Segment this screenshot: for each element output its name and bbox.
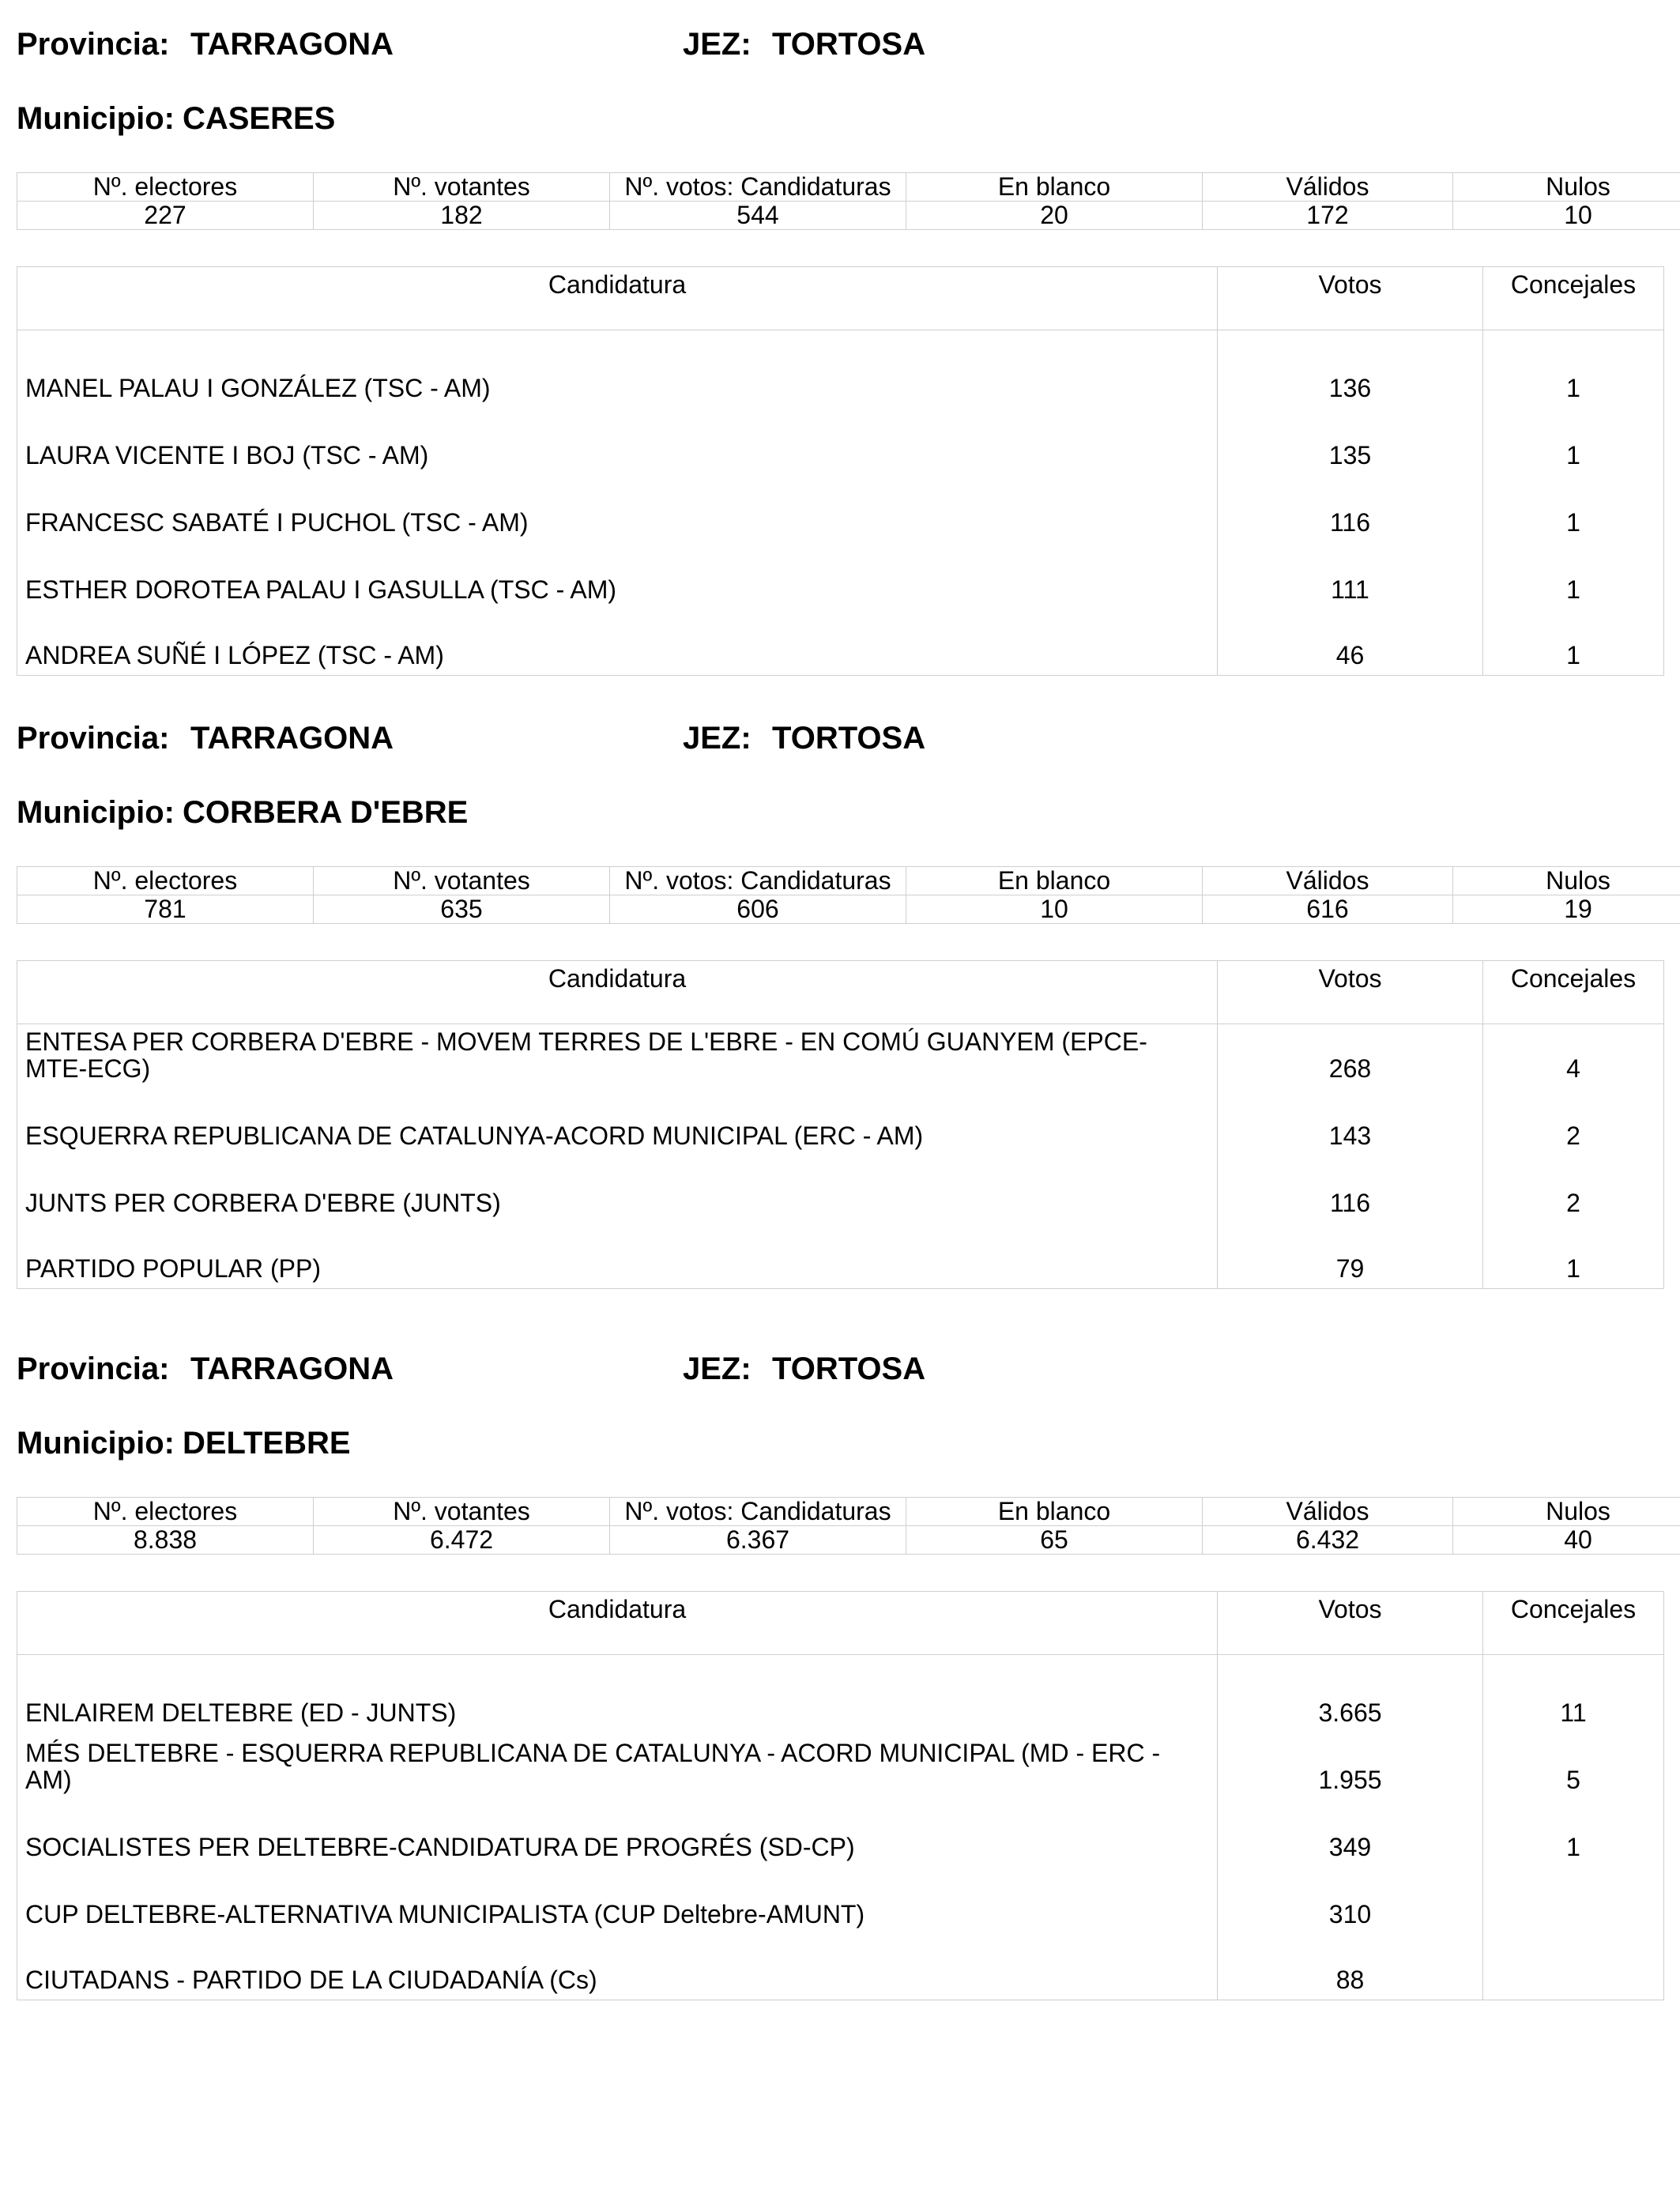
stat-votos-candidaturas: 606 — [610, 895, 906, 924]
candidate-votos: 116 — [1218, 478, 1483, 545]
stat-validos: 6.432 — [1203, 1526, 1453, 1555]
candidate-votos: 268 — [1218, 1024, 1483, 1091]
candidate-votos: 135 — [1218, 411, 1483, 478]
stat-en-blanco: 20 — [906, 202, 1203, 230]
candidate-votos: 136 — [1218, 330, 1483, 411]
candidate-votos: 1.955 — [1218, 1736, 1483, 1803]
section-caseres — [17, 28, 1663, 676]
stats-table — [17, 866, 1680, 924]
header-candidatura: Candidatura — [17, 961, 1218, 1024]
stat-header-en-blanco: En blanco — [906, 867, 1203, 895]
stat-header-votos-candidaturas: Nº. votos: Candidaturas — [610, 867, 906, 895]
candidate-name: LAURA VICENTE I BOJ (TSC - AM) — [17, 411, 1218, 478]
candidates-header-row — [17, 267, 1664, 330]
stat-header-votantes: Nº. votantes — [314, 1498, 610, 1526]
jez-label: JEZ: — [683, 1351, 751, 1386]
candidates-table — [17, 960, 1664, 1289]
municipio-title — [17, 797, 1663, 844]
table-row — [17, 1159, 1664, 1226]
jez-label: JEZ: — [683, 721, 751, 756]
table-row — [17, 1937, 1664, 2000]
candidate-name: ENLAIREM DELTEBRE (ED - JUNTS) — [17, 1655, 1218, 1736]
section-corbera-debre — [17, 722, 1663, 1289]
candidate-votos: 349 — [1218, 1803, 1483, 1870]
table-row — [17, 411, 1664, 478]
candidate-votos: 143 — [1218, 1091, 1483, 1159]
candidate-concejales: 2 — [1483, 1159, 1664, 1226]
candidate-name: CIUTADANS - PARTIDO DE LA CIUDADANÍA (Cs) — [17, 1937, 1218, 2000]
section-deltebre — [17, 1353, 1663, 2000]
municipio-value: CASERES — [182, 101, 336, 136]
table-row — [17, 478, 1664, 545]
stat-votos-candidaturas: 544 — [610, 202, 906, 230]
table-row — [17, 1226, 1664, 1289]
candidate-votos: 46 — [1218, 613, 1483, 676]
candidate-name: JUNTS PER CORBERA D'EBRE (JUNTS) — [17, 1159, 1218, 1226]
candidate-votos: 79 — [1218, 1226, 1483, 1289]
candidates-header-row — [17, 961, 1664, 1024]
provincia-label: Provincia: — [17, 721, 170, 756]
stat-header-validos: Válidos — [1203, 1498, 1453, 1526]
header-candidatura: Candidatura — [17, 267, 1218, 330]
candidate-concejales: 5 — [1483, 1736, 1664, 1803]
stat-header-electores: Nº. electores — [17, 867, 314, 895]
candidates-table — [17, 266, 1664, 676]
stat-en-blanco: 65 — [906, 1526, 1203, 1555]
section-header — [17, 722, 1663, 770]
candidate-name: PARTIDO POPULAR (PP) — [17, 1226, 1218, 1289]
provincia-label: Provincia: — [17, 27, 170, 62]
stat-header-votos-candidaturas: Nº. votos: Candidaturas — [610, 1498, 906, 1526]
candidate-name: ESTHER DOROTEA PALAU I GASULLA (TSC - AM) — [17, 545, 1218, 613]
jez-label: JEZ: — [683, 27, 751, 62]
table-row — [17, 1655, 1664, 1736]
candidate-concejales: 11 — [1483, 1655, 1664, 1736]
candidate-name: SOCIALISTES PER DELTEBRE-CANDIDATURA DE PROGRÉS (SD-CP) — [17, 1803, 1218, 1870]
table-row — [17, 545, 1664, 613]
stat-validos: 616 — [1203, 895, 1453, 924]
candidate-concejales — [1483, 1870, 1664, 1937]
candidate-votos: 88 — [1218, 1937, 1483, 2000]
stat-electores: 8.838 — [17, 1526, 314, 1555]
candidate-concejales: 1 — [1483, 478, 1664, 545]
candidates-header-row — [17, 1592, 1664, 1655]
stat-header-nulos: Nulos — [1453, 173, 1680, 202]
section-header — [17, 1353, 1663, 1400]
jez-value: TORTOSA — [772, 721, 926, 756]
header-candidatura: Candidatura — [17, 1592, 1218, 1655]
stat-header-validos: Válidos — [1203, 867, 1453, 895]
table-row — [17, 330, 1664, 411]
table-row — [17, 1736, 1664, 1803]
stats-header-row — [17, 867, 1680, 895]
municipio-title — [17, 103, 1663, 150]
header-votos: Votos — [1218, 961, 1483, 1024]
stat-nulos: 10 — [1453, 202, 1680, 230]
candidate-votos: 111 — [1218, 545, 1483, 613]
municipio-label: Municipio: — [17, 795, 175, 830]
stat-electores: 781 — [17, 895, 314, 924]
stat-header-en-blanco: En blanco — [906, 1498, 1203, 1526]
candidate-concejales — [1483, 1937, 1664, 2000]
header-concejales: Concejales — [1483, 267, 1664, 330]
candidate-votos: 3.665 — [1218, 1655, 1483, 1736]
stat-votantes: 182 — [314, 202, 610, 230]
municipio-value: CORBERA D'EBRE — [182, 795, 469, 830]
stat-electores: 227 — [17, 202, 314, 230]
section-header — [17, 28, 1663, 76]
provincia-value: TARRAGONA — [190, 27, 394, 62]
table-row — [17, 613, 1664, 676]
stats-value-row — [17, 895, 1680, 924]
candidate-name: CUP DELTEBRE-ALTERNATIVA MUNICIPALISTA (CUP Deltebre-AMUNT) — [17, 1870, 1218, 1937]
stat-validos: 172 — [1203, 202, 1453, 230]
municipio-label: Municipio: — [17, 101, 175, 136]
stat-header-votantes: Nº. votantes — [314, 173, 610, 202]
header-concejales: Concejales — [1483, 1592, 1664, 1655]
table-row — [17, 1091, 1664, 1159]
candidate-concejales: 1 — [1483, 613, 1664, 676]
table-row — [17, 1803, 1664, 1870]
stat-nulos: 40 — [1453, 1526, 1680, 1555]
municipio-title — [17, 1427, 1663, 1475]
stats-value-row — [17, 202, 1680, 230]
municipio-label: Municipio: — [17, 1426, 175, 1461]
stats-table — [17, 172, 1680, 230]
candidate-votos: 116 — [1218, 1159, 1483, 1226]
stat-nulos: 19 — [1453, 895, 1680, 924]
header-votos: Votos — [1218, 1592, 1483, 1655]
provincia-label: Provincia: — [17, 1351, 170, 1386]
jez-value: TORTOSA — [772, 1351, 926, 1386]
header-votos: Votos — [1218, 267, 1483, 330]
stat-votantes: 6.472 — [314, 1526, 610, 1555]
stats-table — [17, 1497, 1680, 1555]
candidate-name: ANDREA SUÑÉ I LÓPEZ (TSC - AM) — [17, 613, 1218, 676]
stat-header-electores: Nº. electores — [17, 173, 314, 202]
provincia-value: TARRAGONA — [190, 721, 394, 756]
candidate-concejales: 1 — [1483, 1803, 1664, 1870]
stats-header-row — [17, 173, 1680, 202]
stat-votos-candidaturas: 6.367 — [610, 1526, 906, 1555]
stat-header-nulos: Nulos — [1453, 867, 1680, 895]
table-row — [17, 1870, 1664, 1937]
header-concejales: Concejales — [1483, 961, 1664, 1024]
candidates-table — [17, 1591, 1664, 2000]
stat-header-validos: Válidos — [1203, 173, 1453, 202]
stat-header-votos-candidaturas: Nº. votos: Candidaturas — [610, 173, 906, 202]
stat-votantes: 635 — [314, 895, 610, 924]
candidate-concejales: 1 — [1483, 1226, 1664, 1289]
candidate-votos: 310 — [1218, 1870, 1483, 1937]
stat-header-en-blanco: En blanco — [906, 173, 1203, 202]
stats-value-row — [17, 1526, 1680, 1555]
candidate-name: MANEL PALAU I GONZÁLEZ (TSC - AM) — [17, 330, 1218, 411]
stat-header-votantes: Nº. votantes — [314, 867, 610, 895]
candidate-concejales: 1 — [1483, 411, 1664, 478]
table-row — [17, 1024, 1664, 1091]
stats-header-row — [17, 1498, 1680, 1526]
candidate-concejales: 1 — [1483, 545, 1664, 613]
stat-header-nulos: Nulos — [1453, 1498, 1680, 1526]
candidate-name: ENTESA PER CORBERA D'EBRE - MOVEM TERRES DE L'EBRE - EN COMÚ GUANYEM (EPCE-MTE-ECG) — [17, 1024, 1218, 1091]
jez-value: TORTOSA — [772, 27, 926, 62]
stat-header-electores: Nº. electores — [17, 1498, 314, 1526]
candidate-name: FRANCESC SABATÉ I PUCHOL (TSC - AM) — [17, 478, 1218, 545]
candidate-name: MÉS DELTEBRE - ESQUERRA REPUBLICANA DE CATALUNYA - ACORD MUNICIPAL (MD - ERC - AM) — [17, 1736, 1218, 1803]
stat-en-blanco: 10 — [906, 895, 1203, 924]
municipio-value: DELTEBRE — [182, 1426, 351, 1461]
candidate-concejales: 4 — [1483, 1024, 1664, 1091]
provincia-value: TARRAGONA — [190, 1351, 394, 1386]
candidate-name: ESQUERRA REPUBLICANA DE CATALUNYA-ACORD MUNICIPAL (ERC - AM) — [17, 1091, 1218, 1159]
candidate-concejales: 2 — [1483, 1091, 1664, 1159]
candidate-concejales: 1 — [1483, 330, 1664, 411]
